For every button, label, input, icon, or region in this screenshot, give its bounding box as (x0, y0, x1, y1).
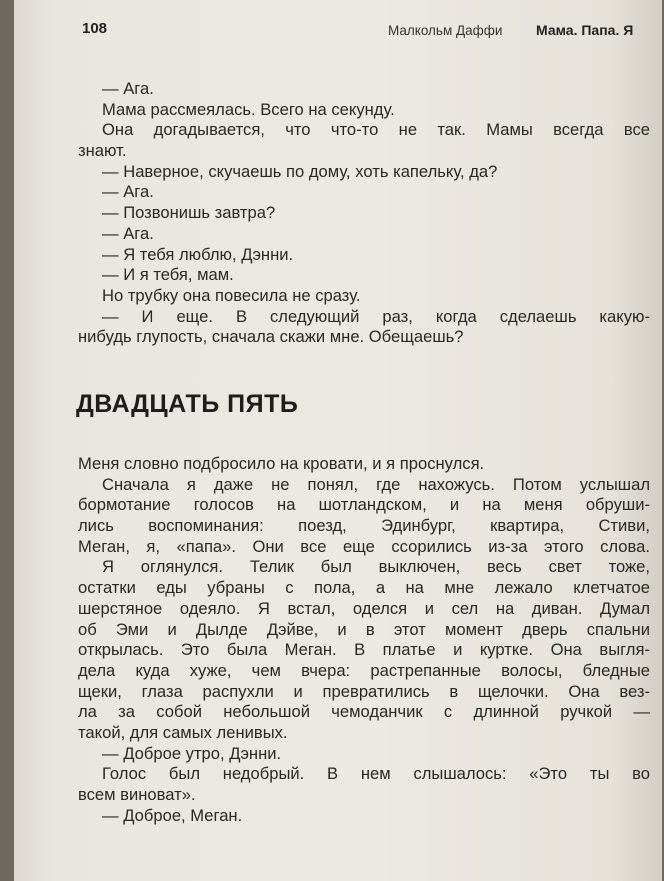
text-line: Сначала я даже не понял, где нахожусь. Потом услышал (102, 474, 650, 494)
running-head (14, 20, 662, 44)
text-line: открылась. Это была Меган. В платье и куртке. Она выгля- (78, 640, 650, 660)
text-line: ла за собой небольшой чемоданчик с длинной ручкой — (78, 702, 650, 722)
text-line: Мама рассмеялась. Всего на секунду. (102, 99, 395, 119)
text-line: Она догадывается, что что-то не так. Мамы всегда все (102, 120, 650, 140)
author-name: Малкольм Даффи (388, 23, 503, 38)
text-line: всем виноват». (78, 785, 196, 804)
text-line: такой, для самых ленивых. (78, 722, 288, 742)
text-line: шерстяное одеяло. Я встал, оделся и сел на диван. Думал (78, 598, 650, 618)
text-line: Я оглянулся. Телик был выключен, весь свет тоже, (102, 557, 650, 577)
text-line: Меня словно подбросило на кровати, и я проснулся. (78, 454, 485, 473)
book-page (14, 0, 662, 881)
text-line: Меган, я, «папа». Они все еще ссорились из-за этого слова. (78, 536, 650, 556)
text-line: — Ага. (102, 182, 154, 202)
text-line: об Эми и Дылде Дэйве, и в этот момент дверь спальни (78, 619, 650, 639)
text-line: — Позвонишь завтра? (102, 203, 276, 223)
text-line: — Ага. (102, 79, 154, 98)
book-title: Мама. Папа. Я (536, 22, 634, 38)
text-line: Но трубку она повесила не сразу. (102, 285, 361, 305)
page-number: 108 (82, 20, 108, 37)
section-two-text (78, 454, 650, 826)
text-line: щеки, глаза распухли и превратились в щелочки. Она вез- (78, 681, 650, 701)
text-line: — Я тебя люблю, Дэнни. (102, 244, 294, 264)
text-line: Голос был недобрый. В нем слышалось: «Это ты во (102, 764, 650, 784)
text-line: остатки еды убраны с пола, а на мне лежало клетчатое (78, 578, 650, 598)
text-line: — Наверное, скучаешь по дому, хоть капельку, да? (102, 161, 498, 181)
text-line: нибудь глупость, сначала скажи мне. Обещаешь? (78, 327, 464, 347)
text-line: лись воспоминания: поезд, Эдинбург, квартира, Стиви, (78, 516, 650, 536)
text-line: — И я тебя, мам. (102, 265, 234, 285)
text-line: бормотание голосов на шотландском, и на меня обруши- (78, 495, 650, 515)
text-line: знают. (78, 141, 127, 161)
text-line: — Ага. (102, 223, 154, 243)
section-one-text (78, 79, 650, 348)
text-line: дела куда хуже, чем вчера: растрепанные волосы, бледные (78, 660, 650, 680)
text-line: — Доброе утро, Дэнни. (102, 743, 282, 763)
text-line: — И еще. В следующий раз, когда сделаешь какую- (102, 306, 650, 326)
chapter-heading: ДВАДЦАТЬ ПЯТЬ (76, 390, 299, 418)
text-line: — Доброе, Меган. (102, 805, 243, 825)
